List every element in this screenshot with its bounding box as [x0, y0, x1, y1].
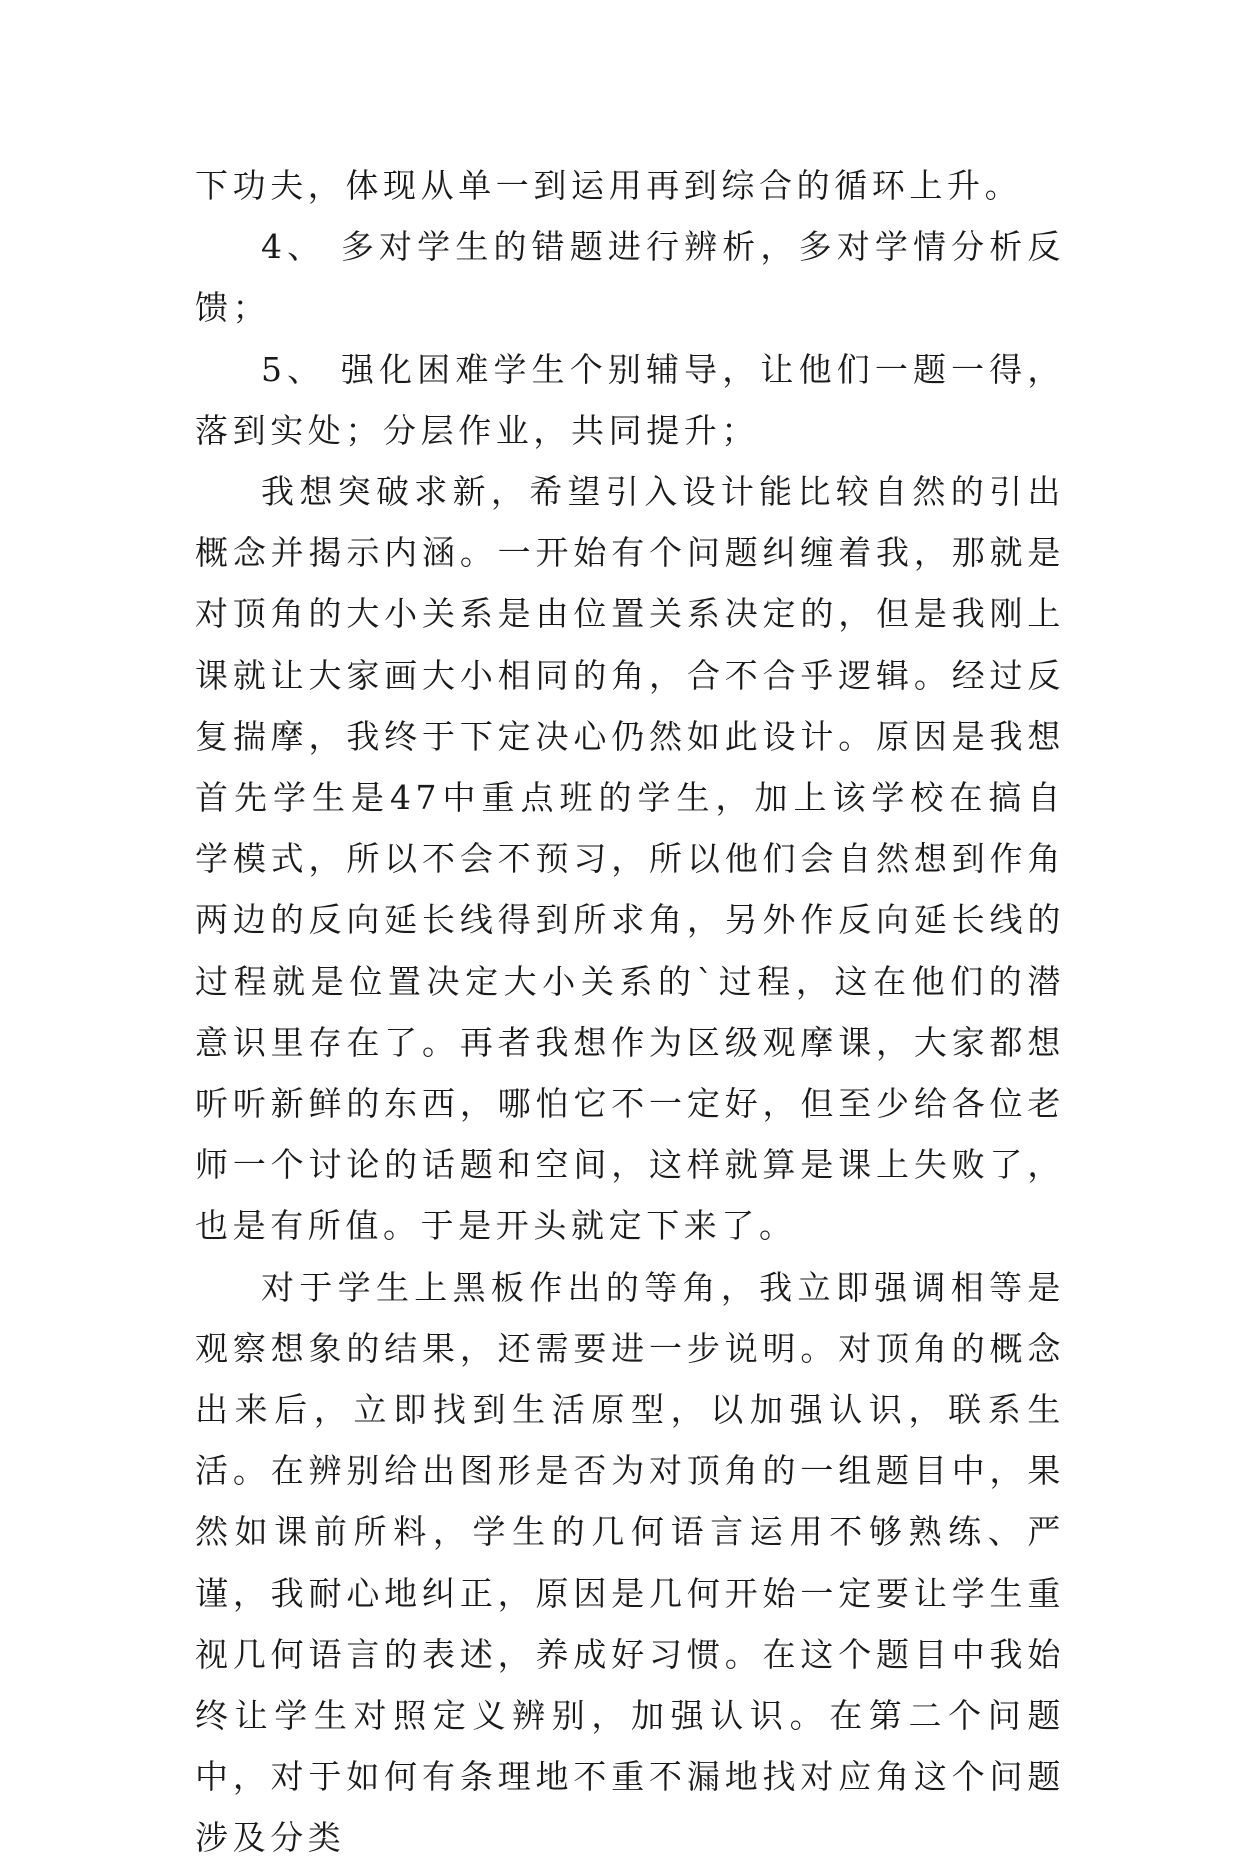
paragraph-2-list-item-4: 4、 多对学生的错题进行辨析，多对学情分析反馈；: [195, 227, 1065, 328]
paragraph-3-list-item-5: 5、 强化困难学生个别辅导，让他们一题一得，落到实处；分层作业，共同提升；: [195, 349, 1065, 450]
paragraph-1: 下功夫，体现从单一到运用再到综合的循环上升。: [195, 166, 1023, 205]
paragraph-4: 我想突破求新，希望引入设计能比较自然的引出概念并揭示内涵。一开始有个问题纠缠着我，那就是对顶角的大小关系是由位置关系决定的，但是我刚上课就让大家画大小相同的角，合不合乎逻辑。经过反复揣摩，我终于下定决心仍然如此设计。原因是我想首先学生是47中重点班的学生，加上该学校在搞自学模式，所以不会不预习，所以他们会自然想到作角两边的反向延长线得到所求角，另外作反向延长线的过程就是位置决定大小关系的`过程，这在他们的潜意识里存在了。再者我想作为区级观摩课，大家都想听听新鲜的东西，哪怕它不一定好，但至少给各位老师一个讨论的话题和空间，这样就算是课上失败了，也是有所值。于是开头就定下来了。: [195, 472, 1065, 1246]
document-body: [195, 155, 1065, 1869]
paragraph-5: 对于学生上黑板作出的等角，我立即强调相等是观察想象的结果，还需要进一步说明。对顶角的概念出来后，立即找到生活原型，以加强认识，联系生活。在辨别给出图形是否为对顶角的一组题目中，果然如课前所料，学生的几何语言运用不够熟练、严谨，我耐心地纠正，原因是几何开始一定要让学生重视几何语言的表述，养成好习惯。在这个题目中我始终让学生对照定义辨别，加强认识。在第二个问题中，对于如何有条理地不重不漏地找对应角这个问题涉及分类: [195, 1267, 1065, 1858]
